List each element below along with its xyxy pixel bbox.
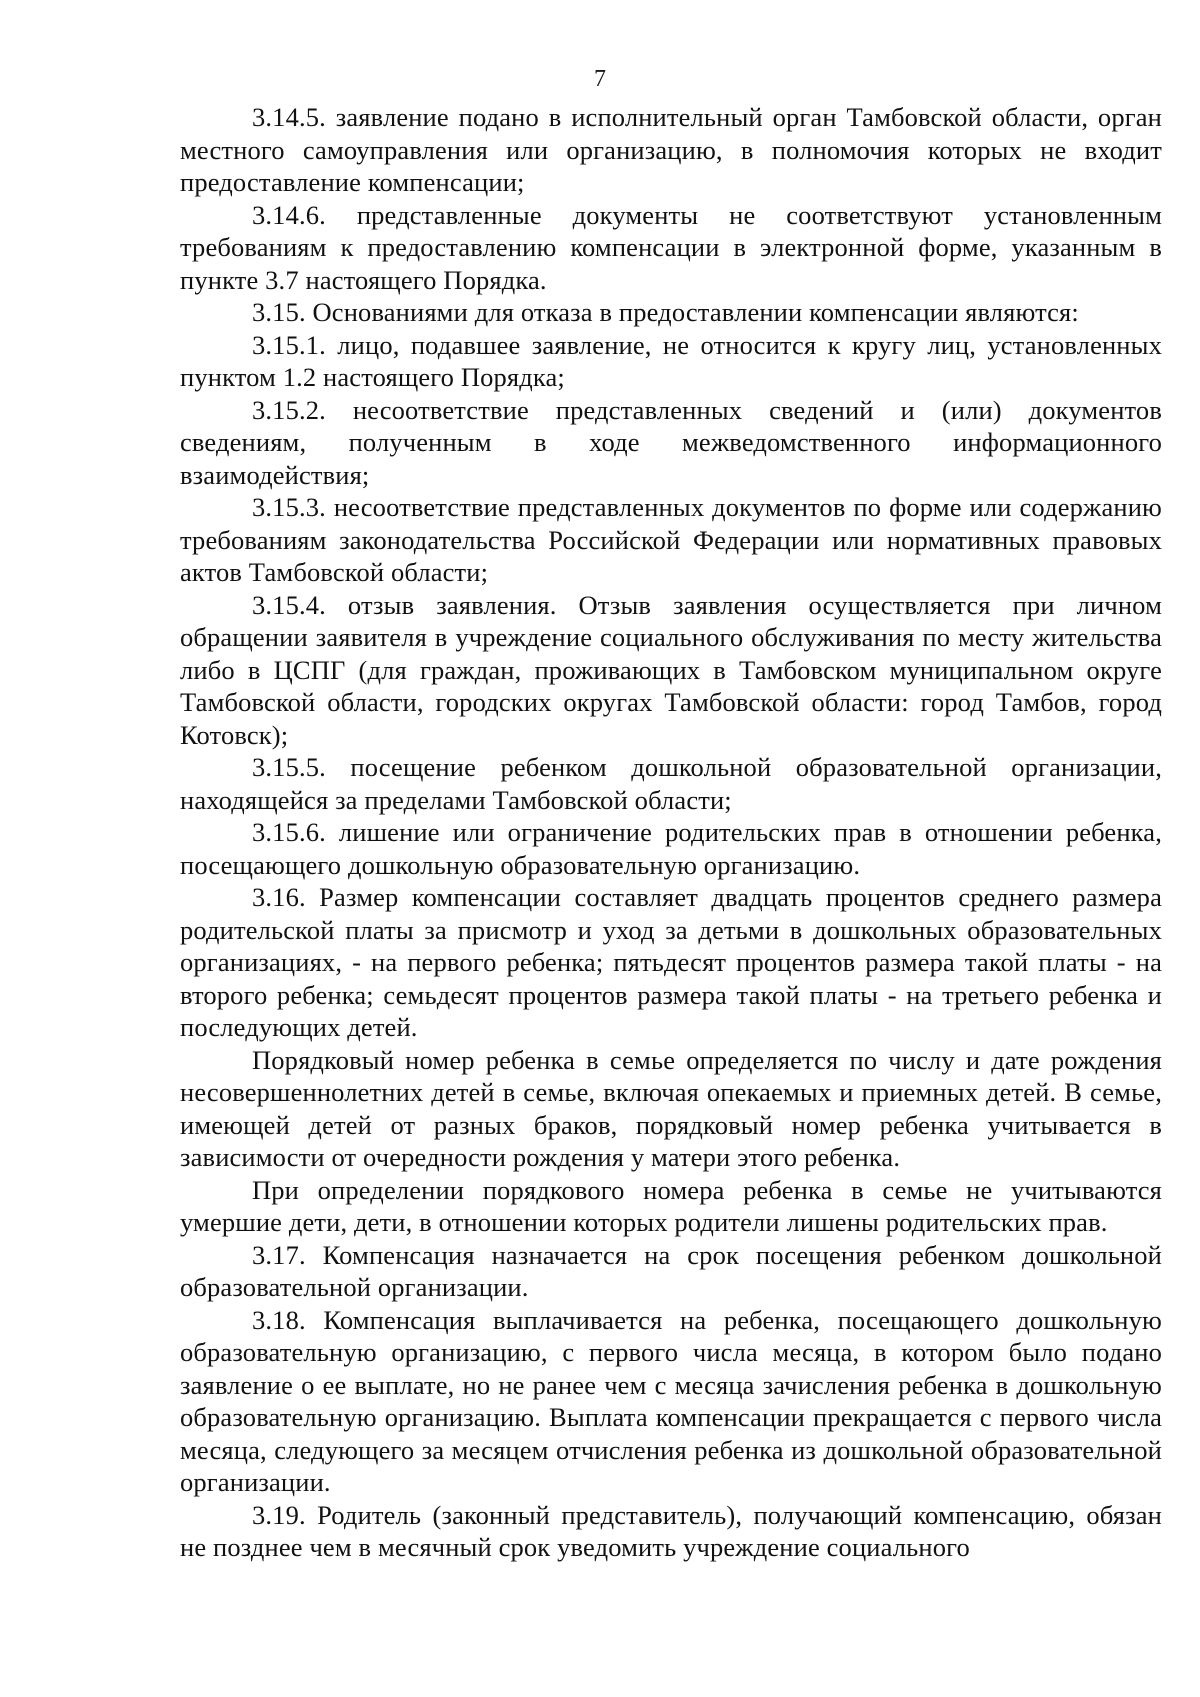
paragraph-3-16: 3.16. Размер компенсации составляет двадцать процентов среднего размера родительской платы за присмотр и уход за детьми в дошкольных образовательных организациях, - на первого ребенка; пятьдесят процентов размера такой платы - на второго ребенка; семьдесят процентов размера такой платы - на третьего ребенка и последующих детей.	[180, 882, 1162, 1042]
paragraph-3-19: 3.19. Родитель (законный представитель), получающий компенсацию, обязан не позднее чем в месячный срок уведомить учреждение социального	[180, 1499, 1162, 1562]
paragraph-3-15-1: 3.15.1. лицо, подавшее заявление, не относится к кругу лиц, установленных пунктом 1.2 настоящего Порядка;	[180, 329, 1162, 392]
paragraph-3-14-6: 3.14.6. представленные документы не соответствуют установленным требованиям к предоставлению компенсации в электронной форме, указанным в пункте 3.7 настоящего Порядка.	[180, 199, 1162, 295]
paragraph-3-17: 3.17. Компенсация назначается на срок посещения ребенком дошкольной образовательной организации.	[180, 1239, 1162, 1302]
paragraph-3-15: 3.15. Основаниями для отказа в предоставлении компенсации являются:	[252, 297, 1079, 327]
paragraph-3-18: 3.18. Компенсация выплачивается на ребенка, посещающего дошкольную образовательную организацию, с первого числа месяца, в котором было подано заявление о ее выплате, но не ранее чем с месяца зачисления ребенка в дошкольную образовательную организацию. Выплата компенсации прекращается с первого числа месяца, следующего за месяцем отчисления ребенка из дошкольной образовательной организации.	[180, 1304, 1162, 1497]
paragraph-3-14-5: 3.14.5. заявление подано в исполнительный орган Тамбовской области, орган местного самоуправления или организацию, в полномочия которых не входит предоставление компенсации;	[180, 102, 1162, 197]
paragraph-3-15-5: 3.15.5. посещение ребенком дошкольной образовательной организации, находящейся за пределами Тамбовской области;	[180, 752, 1162, 815]
paragraph-child-order: Порядковый номер ребенка в семье определяется по числу и дате рождения несовершеннолетних детей в семье, включая опекаемых и приемных детей. В семье, имеющей детей от разных браков, порядковый номер ребенка учитывается в зависимости от очередности рождения у матери этого ребенка.	[180, 1044, 1162, 1172]
paragraph-3-15-3: 3.15.3. несоответствие представленных документов по форме или содержанию требованиям законодательства Российской Федерации или нормативных правовых актов Тамбовской области;	[180, 492, 1162, 587]
paragraph-3-15-4: 3.15.4. отзыв заявления. Отзыв заявления осуществляется при личном обращении заявителя в учреждение социального обслуживания по месту жительства либо в ЦСПГ (для граждан, проживающих в Тамбовском муниципальном округе Тамбовской области, городских округах Тамбовской области: город Тамбов, город Котовск);	[180, 589, 1162, 750]
paragraph-3-15-2: 3.15.2. несоответствие представленных сведений и (или) документов сведениям, полученным в ходе межведомственного информационного взаимодействия;	[180, 394, 1162, 490]
paragraph-3-15-6: 3.15.6. лишение или ограничение родительских прав в отношении ребенка, посещающего дошкольную образовательную организацию.	[180, 817, 1162, 880]
document-body	[180, 101, 1162, 1564]
paragraph-child-order-exclusions: При определении порядкового номера ребенка в семье не учитываются умершие дети, дети, в отношении которых родители лишены родительских прав.	[180, 1174, 1162, 1237]
page-number: 7	[594, 66, 606, 92]
